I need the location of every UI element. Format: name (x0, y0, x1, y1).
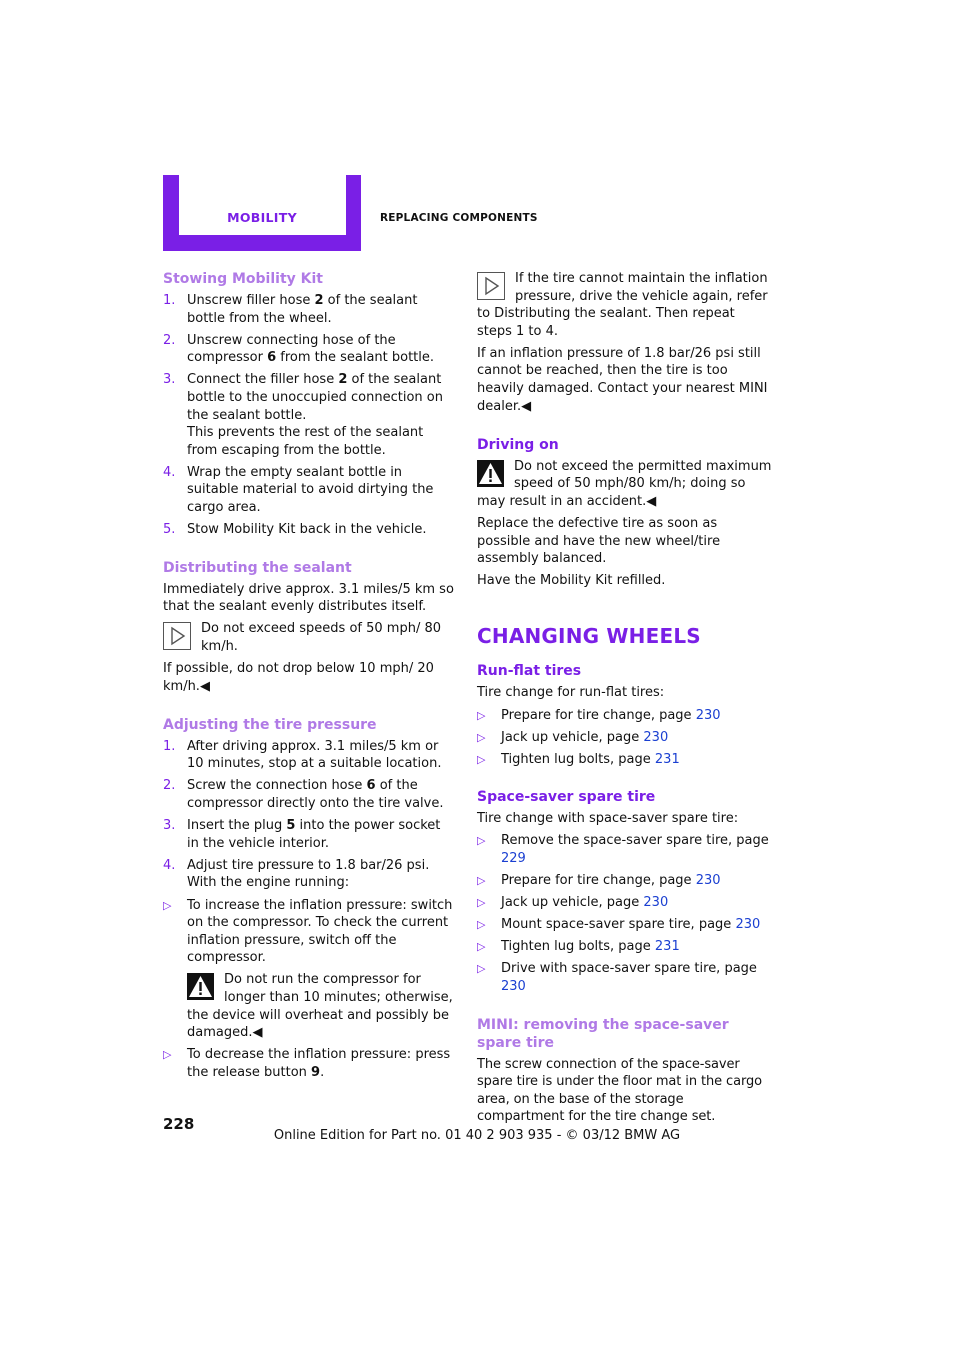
step-text: Connect the filler hose 2 of the sealant bottle to the unoccupied connection on the sealant bottle. (187, 372, 443, 423)
list-item (477, 938, 772, 956)
list-item-text: Prepare for tire change, page (501, 707, 696, 723)
tip-note-right (477, 270, 772, 340)
tip-note (163, 620, 455, 655)
step-number: 2. (163, 778, 176, 794)
step-text: Wrap the empty sealant bottle in suitable material to avoid dirtying the cargo area. (187, 464, 434, 516)
step-number: 2. (163, 332, 176, 348)
page-link[interactable]: 231 (654, 939, 680, 955)
warning-icon (477, 460, 504, 487)
list-item (163, 521, 455, 539)
arrow-bullet-icon: ▷ (477, 752, 486, 766)
page-link[interactable]: 230 (643, 729, 669, 745)
arrow-bullet-icon: ▷ (477, 834, 486, 848)
tip-note-text: Do not exceed speeds of 50 mph/ 80 km/h. (201, 621, 442, 654)
arrow-bullet-icon: ▷ (477, 874, 486, 888)
decrease-button-number: 9 (311, 1064, 321, 1080)
step-text: Unscrew filler hose 2 of the sealant bottle from the wheel. (187, 293, 418, 326)
page-link[interactable]: 231 (654, 751, 680, 767)
step-text: Adjust tire pressure to 1.8 bar/26 psi. With the engine running: (187, 857, 430, 891)
step-number: 4. (163, 464, 176, 480)
arrow-bullet-icon: ▷ (163, 1048, 172, 1062)
step-number: 5. (163, 522, 176, 538)
list-item (477, 872, 772, 890)
play-icon (477, 272, 505, 300)
list-item (477, 894, 772, 912)
list-item-text: Tighten lug bolts, page (501, 751, 655, 767)
compressor-warning (187, 971, 455, 1041)
list-item (163, 292, 455, 327)
page-link[interactable]: 230 (501, 979, 526, 995)
step-number: 1. (163, 738, 176, 754)
increase-item (163, 897, 455, 967)
tip-note-continued: If possible, do not drop below 10 mph/ 20 km/h.◀ (163, 661, 434, 694)
compressor-warning-text: Do not run the compressor for longer than 10 minutes; otherwise, the device will overheat and possibly be damaged.◀ (187, 972, 453, 1041)
list-item (477, 729, 772, 747)
step-number: 3. (163, 818, 176, 834)
speed-warning (477, 458, 772, 511)
step-text: Unscrew connecting hose of the compressor 6 from the sealant bottle. (187, 332, 435, 366)
edition-footer: Online Edition for Part no. 01 40 2 903 935 - © 03/12 BMW AG (273, 1128, 681, 1143)
speed-warning-text: Do not exceed the permitted maximum speed of 50 mph/80 km/h; doing so may result in an accident.◀ (477, 458, 772, 509)
list-item (477, 960, 772, 995)
replace-tire-text: Replace the defective tire as soon as possible and have the new wheel/tire assembly balanced. (477, 516, 721, 567)
refill-kit-text: Have the Mobility Kit refilled. (477, 573, 666, 589)
right-column (477, 270, 772, 1131)
step-number: 4. (163, 857, 176, 873)
list-item (477, 832, 772, 867)
chapter-title: REPLACING COMPONENTS (380, 212, 538, 224)
list-item (477, 751, 772, 769)
step-text: Stow Mobility Kit back in the vehicle. (187, 522, 427, 538)
decrease-item: ▷ To decrease the inflation pressure: press the release button 9. (163, 1047, 451, 1080)
list-item (163, 817, 455, 852)
list-item-text: Jack up vehicle, page (501, 895, 644, 911)
list-item-text: Jack up vehicle, page (501, 729, 644, 745)
arrow-bullet-icon: ▷ (477, 940, 486, 954)
left-column (163, 270, 455, 1086)
list-item-text: Remove the space-saver spare tire, page (501, 833, 769, 849)
run-flat-steps-list (477, 707, 772, 769)
step-extra-text: This prevents the rest of the sealant from escaping from the bottle. (187, 425, 424, 458)
heading-adjusting: Adjusting the tire pressure (163, 716, 377, 733)
step-number: 1. (163, 293, 176, 308)
play-icon (163, 622, 191, 650)
section-tab-label: MOBILITY (227, 210, 297, 225)
section-tab-inner (179, 175, 346, 235)
arrow-bullet-icon: ▷ (477, 896, 486, 910)
step-text: After driving approx. 3.1 miles/5 km or 10 minutes, stop at a suitable location. (187, 738, 442, 772)
page-number: 228 (163, 1115, 195, 1133)
list-item-text: Mount space-saver spare tire, page (501, 917, 736, 933)
page-link[interactable]: 230 (695, 707, 721, 723)
arrow-bullet-icon: ▷ (477, 918, 486, 932)
list-item (163, 332, 455, 367)
arrow-bullet-icon: ▷ (477, 962, 486, 976)
heading-space-saver: Space-saver spare tire (477, 789, 656, 806)
space-saver-intro: Tire change with space-saver spare tire: (477, 811, 739, 827)
arrow-bullet-icon: ▷ (163, 898, 172, 912)
distributing-text: Immediately drive approx. 3.1 miles/5 km so that the sealant evenly distributes itself. (163, 581, 454, 615)
list-item (163, 464, 455, 517)
mini-removing-text: The screw connection of the space-saver spare tire is under the floor mat in the cargo area, on the base of the storage compartment for the tire change set. (477, 1056, 762, 1125)
space-saver-steps-list (477, 832, 772, 995)
list-item (163, 857, 455, 892)
page-link[interactable]: 230 (695, 873, 721, 889)
list-item (163, 777, 455, 812)
section-tab (163, 175, 361, 251)
list-item (163, 371, 455, 459)
list-item-text: Tighten lug bolts, page (501, 939, 655, 955)
warning-icon (187, 973, 214, 1000)
heading-run-flat: Run-flat tires (477, 663, 582, 680)
page-link[interactable]: 229 (501, 850, 526, 866)
arrow-bullet-icon: ▷ (477, 730, 486, 744)
list-item (163, 738, 455, 773)
list-item (477, 707, 772, 725)
heading-stowing: Stowing Mobility Kit (163, 271, 323, 287)
tip-note-right-text: If the tire cannot maintain the inflation pressure, drive the vehicle again, refer to Distributing the sealant. Then repeat steps 1 to 4. (477, 271, 768, 339)
step-text: Screw the connection hose 6 of the compressor directly onto the tire valve. (187, 778, 444, 812)
decrease-text: To decrease the inflation pressure: press the release button (187, 1047, 451, 1080)
list-item (477, 916, 772, 934)
heading-driving-on: Driving on (477, 436, 559, 453)
run-flat-intro: Tire change for run-flat tires: (477, 685, 665, 701)
heading-mini-removing: MINI: removing the space-saver spare tire (477, 1016, 729, 1051)
arrow-bullet-icon: ▷ (477, 708, 486, 722)
stowing-steps-list (163, 292, 455, 539)
heading-changing-wheels: CHANGING WHEELS (477, 624, 701, 649)
inflation-damaged-text: If an inflation pressure of 1.8 bar/26 psi still cannot be reached, then the tire is too heavily damaged. Contact your nearest MINI dealer.◀ (477, 345, 768, 414)
page-link[interactable]: 230 (735, 917, 761, 933)
step-text: Insert the plug 5 into the power socket in the vehicle interior. (187, 818, 441, 851)
adjusting-steps-list (163, 738, 455, 892)
heading-distributing: Distributing the sealant (163, 559, 352, 576)
list-item-text: Drive with space-saver spare tire, page (501, 961, 757, 977)
list-item-text: Prepare for tire change, page (501, 873, 696, 889)
page-link[interactable]: 230 (643, 895, 669, 911)
step-number: 3. (163, 372, 176, 388)
increase-text: To increase the inflation pressure: switch on the compressor. To check the current inflation pressure, switch off the compressor. (187, 897, 453, 966)
